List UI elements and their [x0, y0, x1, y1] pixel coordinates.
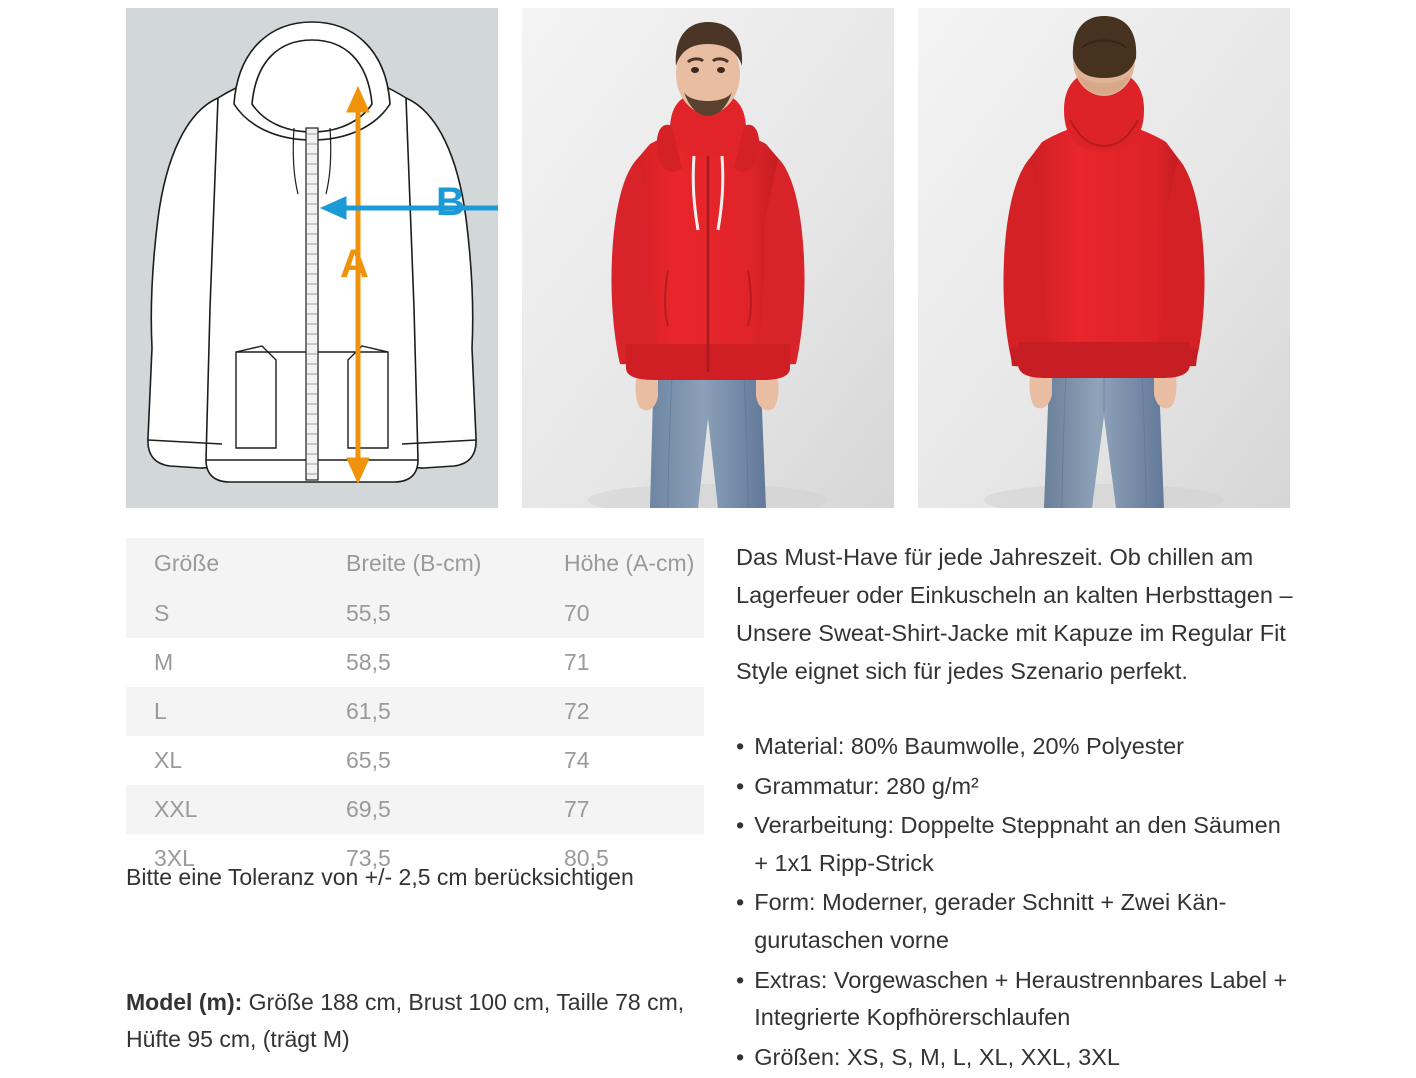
- cell-size: S: [154, 600, 170, 626]
- table-row: [126, 785, 704, 834]
- tolerance-note: Bitte eine Toleranz von +/- 2,5 cm berücksichtigen: [126, 864, 634, 890]
- bullet-icon: •: [736, 889, 745, 916]
- measure-label-b: B: [436, 180, 465, 224]
- cell-width: 73,5: [346, 845, 391, 871]
- bullet-icon: •: [736, 1043, 745, 1070]
- model-note-label: Model (m):: [126, 989, 243, 1015]
- cell-height: 77: [564, 796, 590, 822]
- model-front-photo-panel: [522, 8, 894, 508]
- list-item: [736, 1039, 1296, 1077]
- product-images-row: [0, 0, 1416, 508]
- table-row: [126, 638, 704, 687]
- model-measurements-note: [126, 984, 706, 1059]
- list-item: [736, 768, 1296, 806]
- hoodie-technical-drawing: [126, 8, 498, 508]
- model-back-image: [918, 8, 1290, 508]
- model-note-text: Größe 188 cm, Brust 100 cm, Taille 78 cm, Hüfte 95 cm, (trägt M): [126, 989, 685, 1053]
- bullet-icon: •: [736, 966, 745, 993]
- list-item: [736, 728, 1296, 766]
- list-item: [736, 962, 1296, 1037]
- cell-size: XL: [154, 747, 183, 773]
- table-row: [126, 589, 704, 638]
- model-front-image: [522, 8, 894, 508]
- bullet-icon: •: [736, 733, 745, 759]
- list-item-label: Größen: XS, S, M, L, XL, XXL, 3XL: [754, 1043, 1120, 1070]
- cell-width: 61,5: [346, 698, 391, 724]
- list-item-label: Material: 80% Baumwolle, 20% Polyester: [754, 733, 1184, 759]
- cell-height: 70: [564, 600, 590, 626]
- list-item-label: Grammatur: 280 g/m²: [754, 772, 979, 799]
- list-item-label: Verarbeitung: Doppelte Steppnaht an den Säumen + 1x1 Ripp-Strick: [754, 812, 1281, 876]
- cell-height: 72: [564, 698, 590, 724]
- size-chart-table: [126, 538, 704, 883]
- measure-label-a: A: [340, 242, 369, 286]
- product-details-section: [0, 516, 1416, 1070]
- cell-width: 69,5: [346, 796, 391, 822]
- table-header-row: [126, 538, 704, 589]
- cell-size: L: [154, 698, 167, 724]
- cell-height: 80,5: [564, 845, 609, 871]
- col-header-width: Breite (B-cm): [318, 538, 536, 589]
- cell-size: M: [154, 649, 174, 675]
- bullet-icon: •: [736, 772, 745, 799]
- cell-size: XXL: [154, 796, 198, 822]
- list-item: [736, 884, 1296, 959]
- cell-width: 65,5: [346, 747, 391, 773]
- model-back-photo-panel: [918, 8, 1290, 508]
- product-feature-list: [736, 728, 1296, 1078]
- cell-height: 74: [564, 747, 590, 773]
- cell-height: 71: [564, 649, 590, 675]
- measurement-diagram-panel: [126, 8, 498, 508]
- cell-width: 58,5: [346, 649, 391, 675]
- cell-size: 3XL: [154, 845, 195, 871]
- col-header-height: Höhe (A-cm): [536, 538, 704, 589]
- list-item-label: Form: Moderner, gerader Schnitt + Zwei Kän-gurutaschen vorne: [754, 889, 1227, 953]
- table-row: [126, 736, 704, 785]
- bullet-icon: •: [736, 812, 745, 839]
- product-description: Das Must-Have für jede Jahreszeit. Ob chillen am Lagerfeuer oder Einkuscheln an kalten Herbsttagen – Unsere Sweat-Shirt-Jacke mit Kapuze im Regular Fit Style eignet sich für jedes Szenario perfekt.: [736, 544, 1293, 685]
- cell-width: 55,5: [346, 600, 391, 626]
- list-item: [736, 807, 1296, 882]
- col-header-size: Größe: [126, 538, 318, 589]
- list-item-label: Extras: Vorgewaschen + Heraustrennbares Label + Integrierte Kopfhörerschlaufen: [754, 966, 1288, 1031]
- table-row: [126, 687, 704, 736]
